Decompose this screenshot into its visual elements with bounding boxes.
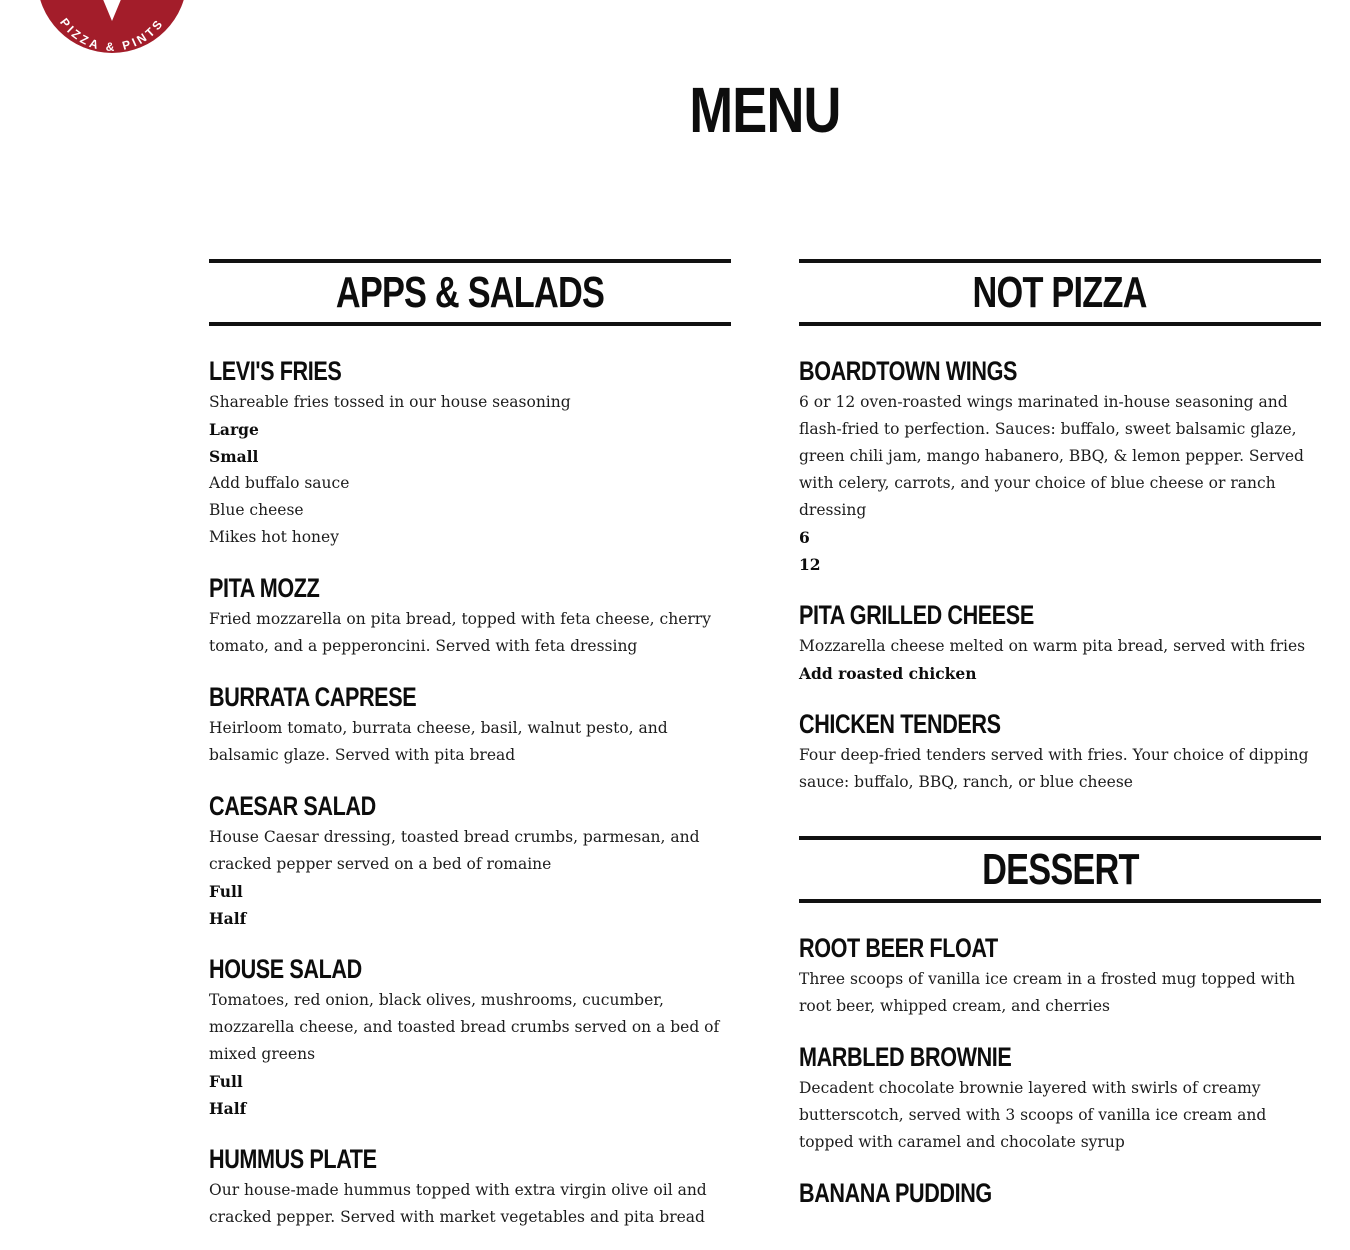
- menu-item-boardtown-wings: [799, 353, 1321, 578]
- menu-column-left: [209, 259, 731, 1250]
- logo-text: PIZZA & PINTS: [57, 15, 167, 53]
- menu-item-description: Our house-made hummus topped with extra virgin olive oil and cracked pepper. Served with market vegetables and pita bread: [209, 1181, 707, 1226]
- menu-item-option: Half: [209, 909, 247, 928]
- menu-item-description: House Caesar dressing, toasted bread crumbs, parmesan, and cracked pepper served on a bed of romaine: [209, 828, 700, 873]
- menu-item-option: Full: [209, 882, 243, 901]
- menu-item-house-salad: [209, 951, 731, 1122]
- menu-item-description: Decadent chocolate brownie layered with swirls of creamy butterscotch, served with 3 scoops of vanilla ice cream and topped with caramel and chocolate syrup: [799, 1079, 1267, 1151]
- menu-item-option: Full: [209, 1072, 243, 1091]
- menu-item-description: Three scoops of vanilla ice cream in a frosted mug topped with root beer, whipped cream, and cherries: [799, 970, 1296, 1015]
- menu-item-name: MARBLED BROWNIE: [799, 1042, 1012, 1072]
- menu-item-option: Large: [209, 420, 259, 439]
- section-title: APPS & SALADS: [335, 267, 605, 317]
- menu-item-name: LEVI'S FRIES: [209, 356, 342, 386]
- logo-badge: [37, 0, 187, 53]
- menu-item-option: 6: [799, 528, 810, 547]
- menu-item-option: Small: [209, 447, 259, 466]
- menu-item-description: 6 or 12 oven-roasted wings marinated in-house seasoning and flash-fried to perfection. Sauces: buffalo, sweet balsamic glaze, green chili jam, mango habanero, BBQ, & lemon pepper. Served with celery, carrots, and your choice of blue cheese or ranch dressing: [799, 393, 1304, 519]
- page-title: MENU: [689, 74, 841, 146]
- menu-item-description: Shareable fries tossed in our house seasoning: [209, 393, 571, 411]
- menu-item-name: HOUSE SALAD: [209, 954, 362, 984]
- menu-item-name: CAESAR SALAD: [209, 791, 376, 821]
- menu-item-description: Fried mozzarella on pita bread, topped with feta cheese, cherry tomato, and a pepperoncini. Served with feta dressing: [209, 610, 711, 655]
- menu-item-name: PITA GRILLED CHEESE: [799, 600, 1034, 630]
- menu-item-name: BANANA PUDDING: [799, 1178, 992, 1208]
- menu-item-marbled-brownie: [799, 1039, 1321, 1156]
- menu-item-description: Four deep-fried tenders served with fries. Your choice of dipping sauce: buffalo, BBQ, ranch, or blue cheese: [799, 746, 1309, 791]
- menu-item-name: PITA MOZZ: [209, 573, 320, 603]
- section-header: [799, 836, 1321, 903]
- section-title: DESSERT: [981, 844, 1139, 894]
- menu-item-name: BURRATA CAPRESE: [209, 682, 417, 712]
- menu-item-pita-grilled-cheese: [799, 597, 1321, 687]
- menu-item-option: Add roasted chicken: [799, 664, 977, 683]
- menu-item-name: HUMMUS PLATE: [209, 1144, 377, 1174]
- menu-item-chicken-tenders: [799, 706, 1321, 796]
- menu-item-description: Mozzarella cheese melted on warm pita bread, served with fries: [799, 637, 1306, 655]
- menu-section-dessert: [799, 836, 1321, 1211]
- menu-item-burrata-caprese: [209, 679, 731, 769]
- menu-item-option: 12: [799, 555, 821, 574]
- menu-item-levi-s-fries: [209, 353, 731, 551]
- menu-item-pita-mozz: [209, 570, 731, 660]
- menu-section-apps-salads: [209, 259, 731, 1231]
- section-header: [799, 259, 1321, 326]
- menu-item-banana-pudding: [799, 1175, 1321, 1211]
- section-header: [209, 259, 731, 326]
- menu-item-option: Half: [209, 1099, 247, 1118]
- menu-item-name: CHICKEN TENDERS: [799, 709, 1001, 739]
- menu-item-description: Heirloom tomato, burrata cheese, basil, walnut pesto, and balsamic glaze. Served with pita bread: [209, 719, 668, 764]
- menu-section-not-pizza: [799, 259, 1321, 796]
- menu-item-option: Mikes hot honey: [209, 528, 339, 546]
- menu-item-root-beer-float: [799, 930, 1321, 1020]
- menu-column-right: [799, 259, 1321, 1230]
- menu-item-description: Tomatoes, red onion, black olives, mushrooms, cucumber, mozzarella cheese, and toasted bread crumbs served on a bed of mixed greens: [209, 991, 720, 1063]
- menu-item-hummus-plate: [209, 1141, 731, 1231]
- menu-item-name: BOARDTOWN WINGS: [799, 356, 1017, 386]
- section-title: NOT PIZZA: [972, 267, 1148, 317]
- restaurant-logo[interactable]: [37, 0, 187, 53]
- menu-item-option: Add buffalo sauce: [209, 474, 350, 492]
- menu-item-option: Blue cheese: [209, 501, 304, 519]
- menu-item-caesar-salad: [209, 788, 731, 932]
- menu-item-name: ROOT BEER FLOAT: [799, 933, 998, 963]
